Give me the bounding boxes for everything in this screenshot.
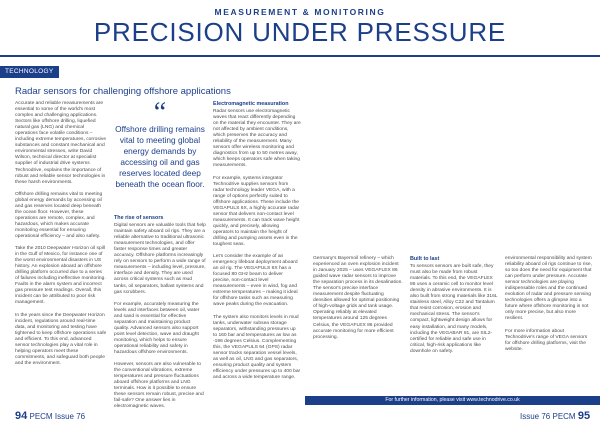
article-column-6 [505,256,593,359]
article-column-5 [410,256,498,361]
pull-quote [114,97,206,190]
paragraph: Germany's Bayernoil refinery – which experienced an oven explosion incident in January 2025 – uses VEGAFLEX 86 guided wave radar sensors to improve the separation process in its desalination. The sensor's precise interface measurement despite fluctuating densities allowed for optimal positioning of high-voltage grids and tank usage. Operating reliably at elevated temperatures around 125 degrees Celsius, the VEGAFLEX 86 provided accurate monitoring for more efficient processing. [313,256,403,340]
article-column-1 [15,101,107,373]
paragraph: For example, systems integrator Technodrive supplies sensors from radar technology leader VEGA, with a range of options perfectly suited to offshore applications. These include the VEGAPULS 6X, a highly accurate radar sensor that delivers non-contact level measurements. It can track wave height quickly, and precisely, allowing operators to maintain the height of drilling and pumping assets even in the toughest seas. [213,175,300,248]
paragraph: For more information about Technodrive's range of VEGA sensors for offshore drilling platforms, visit the website. [505,328,588,352]
issue-label: Issue 76 [520,412,551,421]
article-column-3 [213,101,301,387]
page-number: 94 [15,410,28,422]
section-heading: Built to last [410,256,440,262]
page-header [0,0,600,66]
paragraph: Radar sensors use electromagnetic waves that react differently depending on the material they encounter. They are not affected by ambient conditions, which preserves the accuracy and reliability of the measurement. Many sensors offer wireless monitoring and diagnostics from up to 50 metres away, which keeps operators safe when taking measurements. [213,109,301,169]
section-heading: Electromagnetic measuration [213,101,289,107]
article-column-2 [114,215,206,416]
section-heading: The rise of sensors [114,215,164,221]
paragraph: The system also monitors levels in mud tanks, underwater subsea storage separators, withstanding pressures up to 160 bar and temperatures as low as -196 degrees Celsius. Complementing this, the VEGAPULS 64 (GPS) radar sensor tracks separation vessel levels, as well as oil, LNG and gas separators, ensuring product quality and system efficiency under pressures up to 400 bar and across a wide temperature range. [213,314,301,380]
category-tag: TECHNOLOGY [0,66,59,78]
pull-quote-text: Offshore drilling remains vital to meeting global energy demands by accessing oil and gas reserves located deep beneath the ocean floor. [115,124,205,189]
article-subtitle: Radar sensors for challenging offshore applications [15,86,231,97]
footer-left [15,410,85,422]
paragraph: Let's consider the example of an emergency lifeboat deployment aboard an oil rig. The VEGAPULS 6X has a focused 80 GHz beam to deliver precise, non-contact level measurements – even in wind, fog and extreme temperatures – making it ideal for offshore tasks such as measuring wave peaks during the evacuation. [213,254,298,308]
page-number: 95 [577,410,591,422]
quote-mark-icon: “ [153,97,167,128]
article-column-4 [313,256,403,347]
paragraph: Accurate and reliable measurements are essential to some of the world's most complex and challenging applications. Sectors like offshore drilling, liquefied natural gas (LNG) and chemical operations face volatile conditions – including extreme temperatures, corrosive substances and constant mechanical and environmental stresses, write David Wilson, technical director at specialist supplier of industrial drive systems Technodrive, explains the importance of robust and reliable sensor technologies in these harsh environments. [15,101,107,185]
title-rule [0,55,600,57]
page-title: PRECISION UNDER PRESSURE [93,17,507,47]
paragraph: Digital sensors are valuable tools that help maintain safety aboard oil rigs. They are a reliable alternative to traditional ultrasonic measurement technologies, and offer faster response times and greater accuracy. Offshore platforms increasingly rely on sensors to perform a wide range of measurements – including level, pressure, interface and density. They are used across critical systems such as mud tanks, oil separators, ballast systems and gas scrubbers. [114,223,206,295]
paragraph: Take the 2010 Deepwater Horizon oil spill in the Gulf of Mexico, for instance one of the worst environmental disasters in US history. An explosion aboard an offshore drilling platform occurred due to a series of failures including ineffective monitoring. Faults in the alarm system and incorrect gas pressure test readings. Overall, this incident can be attributed to poor risk management. [15,246,106,306]
paragraph: In the years since the Deepwater Horizon incident, regulations around real-time data, and monitoring and testing have tightened to keep offshore operations safe and efficient. To this end, advanced sensor technologies play a vital role in helping operators meet these commitments, and safeguard both people and the environment. [15,312,107,366]
footer-right [520,410,590,422]
paragraph: For example, accurately measuring the levels and interfaces between oil, water and sand is essential for effective separation and maintaining product quality. Advanced sensors also support point level detection, wave and draught monitoring, which helps to ensure operational reliability and safety in hazardous offshore environments. [114,301,200,355]
info-link-bar[interactable]: For further information, please visit www.technodrive.co.uk [305,396,600,405]
paragraph: Offshore drilling remains vital to meeting global energy demands by accessing oil and gas reserves located deep beneath the ocean floor. However, these operations are remote, complex, and hazardous, which makes accurate monitoring essential for ensuring operational efficiency – and also safety. [15,191,103,239]
magazine-name: PECM [29,412,53,421]
paragraph: However, sensors are also vulnerable to the conventional vibrations, extreme temperatures and pressure fluctuations aboard offshore platforms and LNG terminals. How is it possible to ensure these sensors remain robust, precise and fail-safe? One answer lies in electromagnetic waves. [114,362,204,410]
magazine-name: PECM [552,412,576,421]
section-supertitle: MEASUREMENT & MONITORING [214,7,386,17]
paragraph: To sensors sensors are built safe, they must also be made from robust materials. To this end, the VEGAFLEX 86 uses a ceramic cell to monitor level density in abrasive environments. It is also built from strong materials like 316L stainless steel, Alloy C22 and Tantalum that resist corrosion, erosion and mechanical stress. The sensor's compact, lightweight design allows for easy installation, and many models, including the VEGABAR 81, are SIL2-certified for reliable and safe use in critical, high-risk applications like downhole on safety. [410,264,498,354]
paragraph: environmental responsibility and system reliability aboard oil rigs continue to rise, so too does the need for equipment that can perform under pressure. Accurate sensor technologies are playing indispensable roles and the continued evolution of radar and pressure sensing technologies offers a glimpse into a future where offshore monitoring is not only more precise, but also more resilient. [505,256,592,322]
issue-label: Issue 76 [54,412,86,421]
